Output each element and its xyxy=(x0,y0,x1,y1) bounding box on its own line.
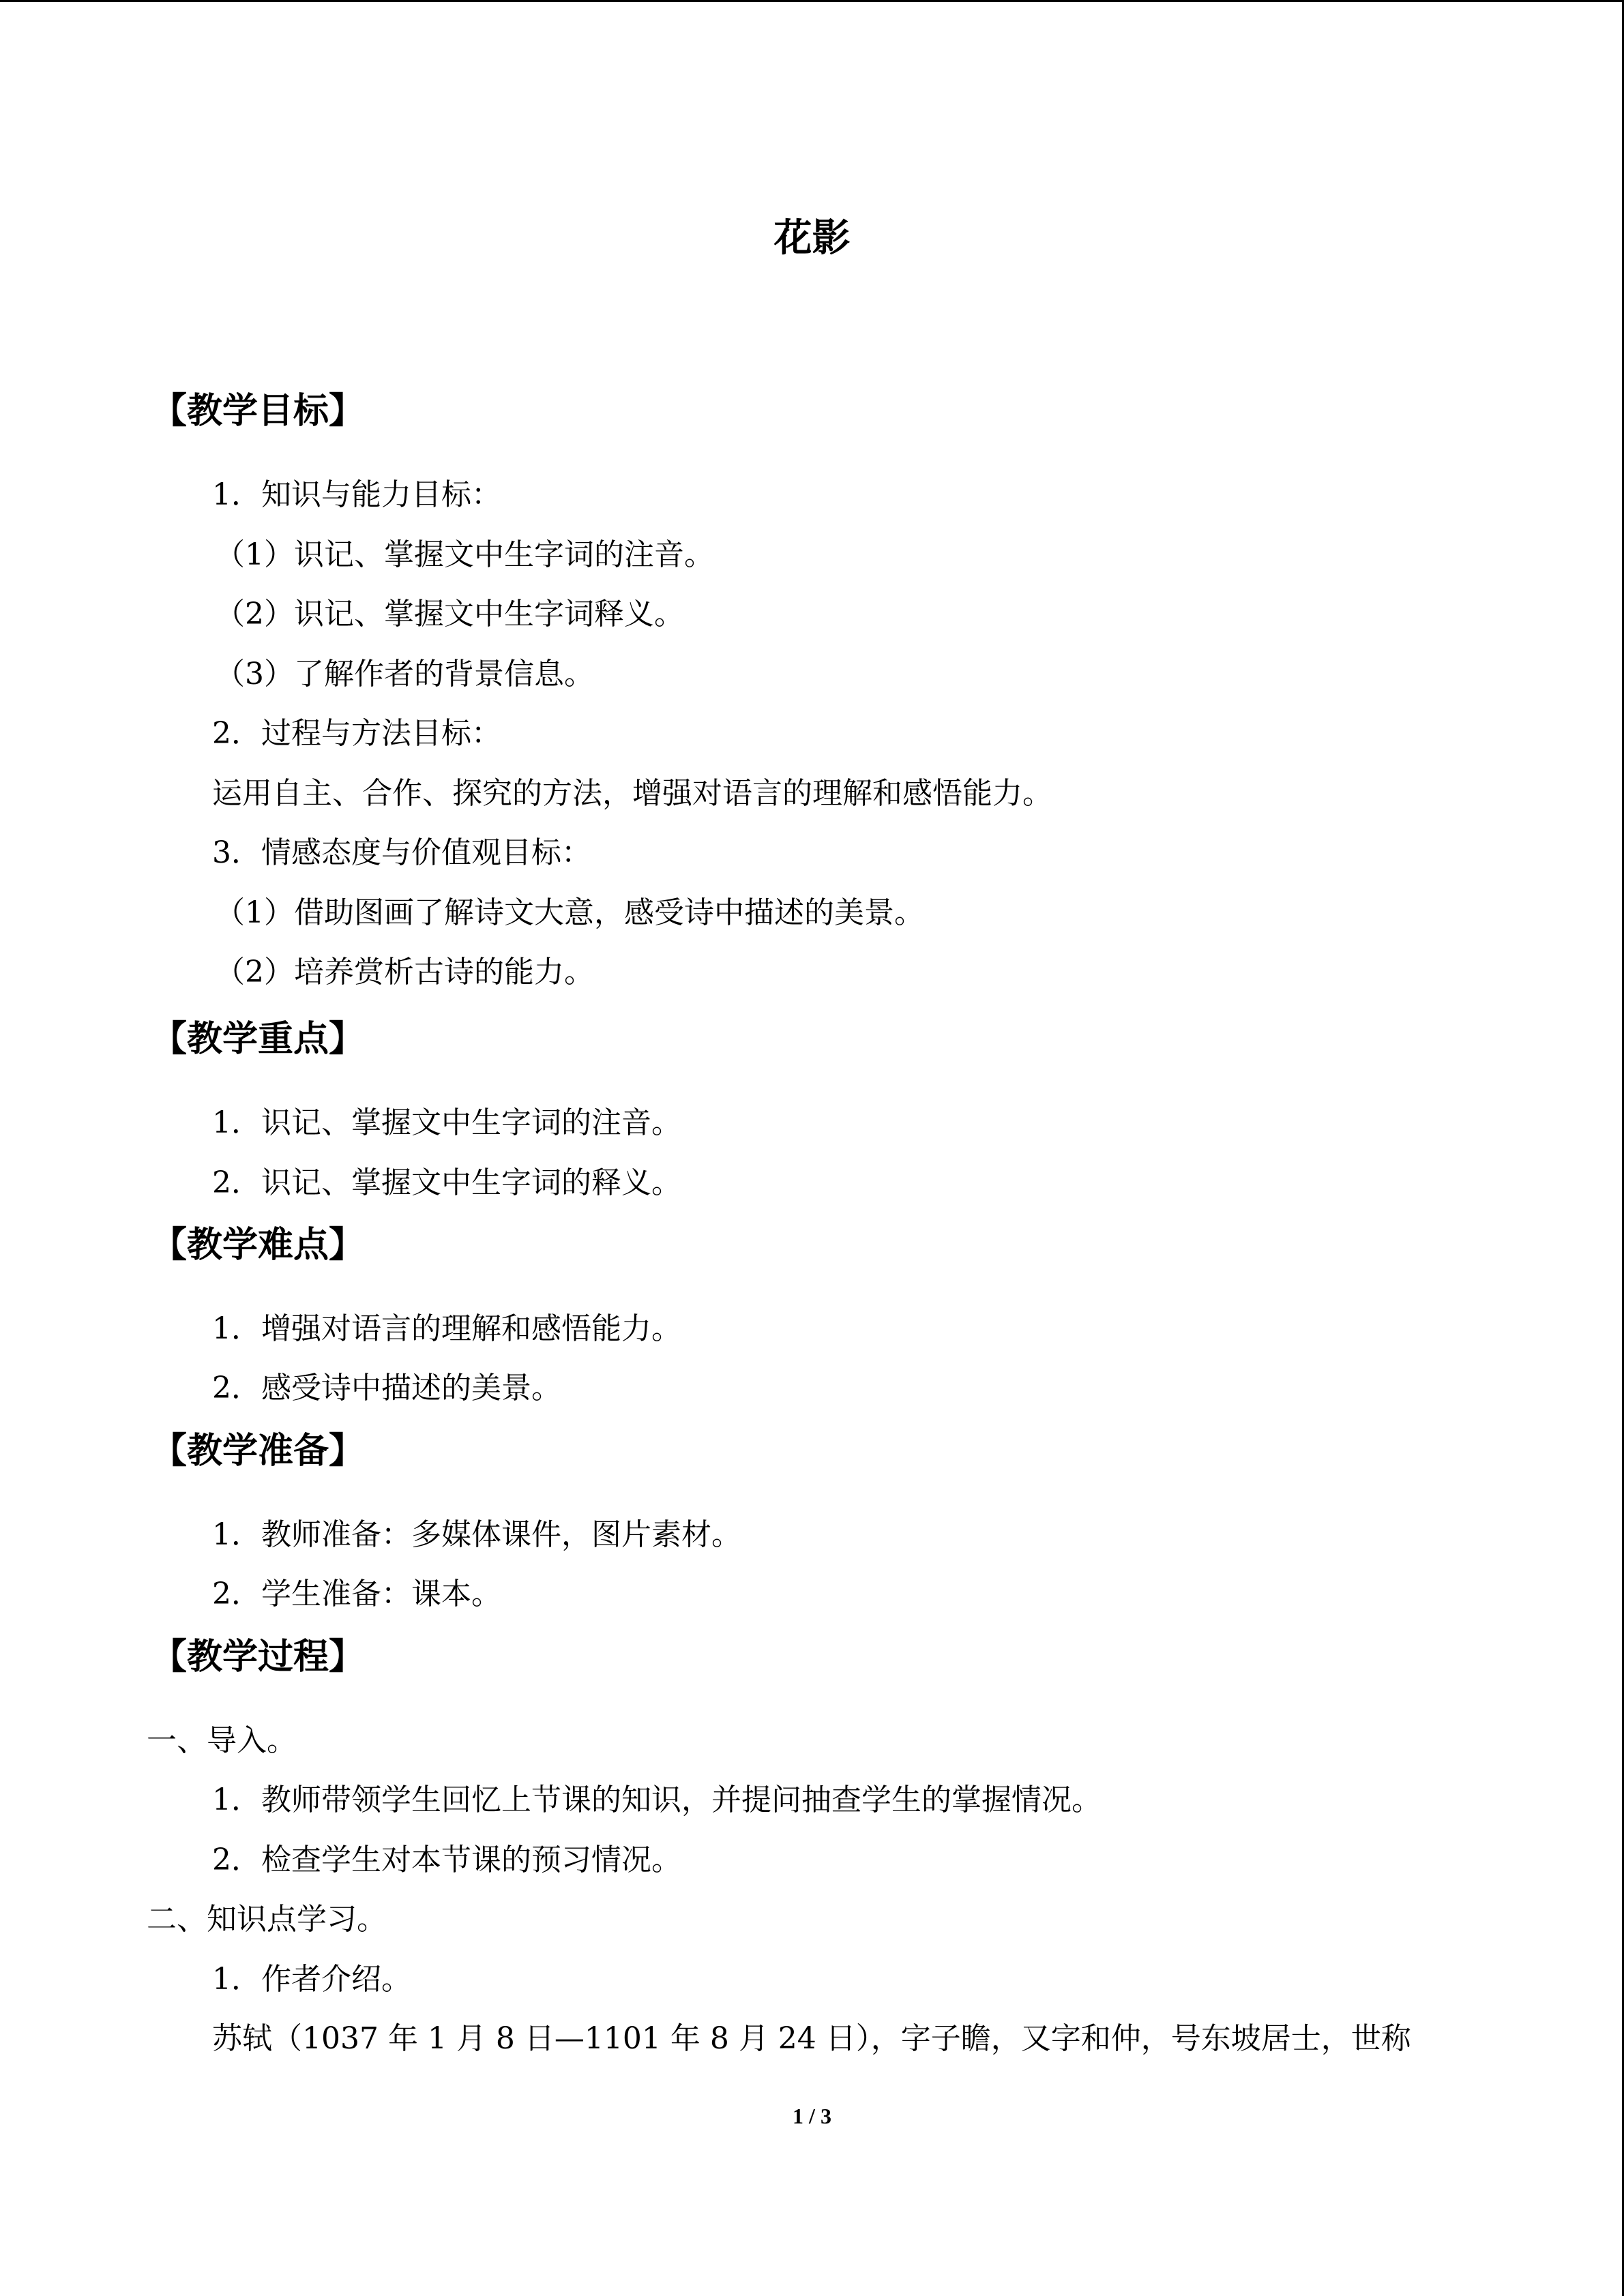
process-line: 1．教师带领学生回忆上节课的知识，并提问抽查学生的掌握情况。 xyxy=(212,1783,1102,1817)
preparation-line: 2．学生准备：课本。 xyxy=(212,1577,501,1611)
page-number: 1 / 3 xyxy=(793,2104,831,2128)
key-point-line: 2．识记、掌握文中生字词的释义。 xyxy=(212,1165,681,1200)
document-title: 花影 xyxy=(773,216,851,260)
process-line: 1．作者介绍。 xyxy=(212,1962,411,1997)
section-heading-process: 【教学过程】 xyxy=(151,1637,365,1678)
objective-line: 2．过程与方法目标： xyxy=(212,716,501,751)
process-line: 苏轼（1037 年 1 月 8 日—1101 年 8 月 24 日），字子瞻，又字和仲，号东坡居士，世称 xyxy=(212,2021,1411,2056)
difficulty-line: 1．增强对语言的理解和感悟能力。 xyxy=(212,1311,681,1346)
process-step-heading: 二、知识点学习。 xyxy=(147,1902,387,1937)
objective-line: （1）借助图画了解诗文大意，感受诗中描述的美景。 xyxy=(215,895,924,930)
section-heading-difficulties: 【教学难点】 xyxy=(151,1225,365,1266)
objective-line: 运用自主、合作、探究的方法，增强对语言的理解和感悟能力。 xyxy=(212,776,1052,811)
objective-line: （3）了解作者的背景信息。 xyxy=(215,657,594,691)
objective-line: （2）识记、掌握文中生字词释义。 xyxy=(215,597,684,631)
section-heading-key-points: 【教学重点】 xyxy=(151,1019,365,1060)
objective-line: 3．情感态度与价值观目标： xyxy=(212,835,591,870)
process-line: 2．检查学生对本节课的预习情况。 xyxy=(212,1843,681,1877)
process-step-heading: 一、导入。 xyxy=(147,1723,297,1758)
objective-line: （1）识记、掌握文中生字词的注音。 xyxy=(215,537,714,572)
difficulty-line: 2．感受诗中描述的美景。 xyxy=(212,1371,561,1405)
section-heading-objectives: 【教学目标】 xyxy=(151,391,365,432)
preparation-line: 1．教师准备：多媒体课件，图片素材。 xyxy=(212,1517,741,1552)
objective-line: 1．知识与能力目标： xyxy=(212,477,501,512)
section-heading-preparation: 【教学准备】 xyxy=(151,1431,365,1472)
key-point-line: 1．识记、掌握文中生字词的注音。 xyxy=(212,1105,681,1140)
objective-line: （2）培养赏析古诗的能力。 xyxy=(215,955,594,989)
